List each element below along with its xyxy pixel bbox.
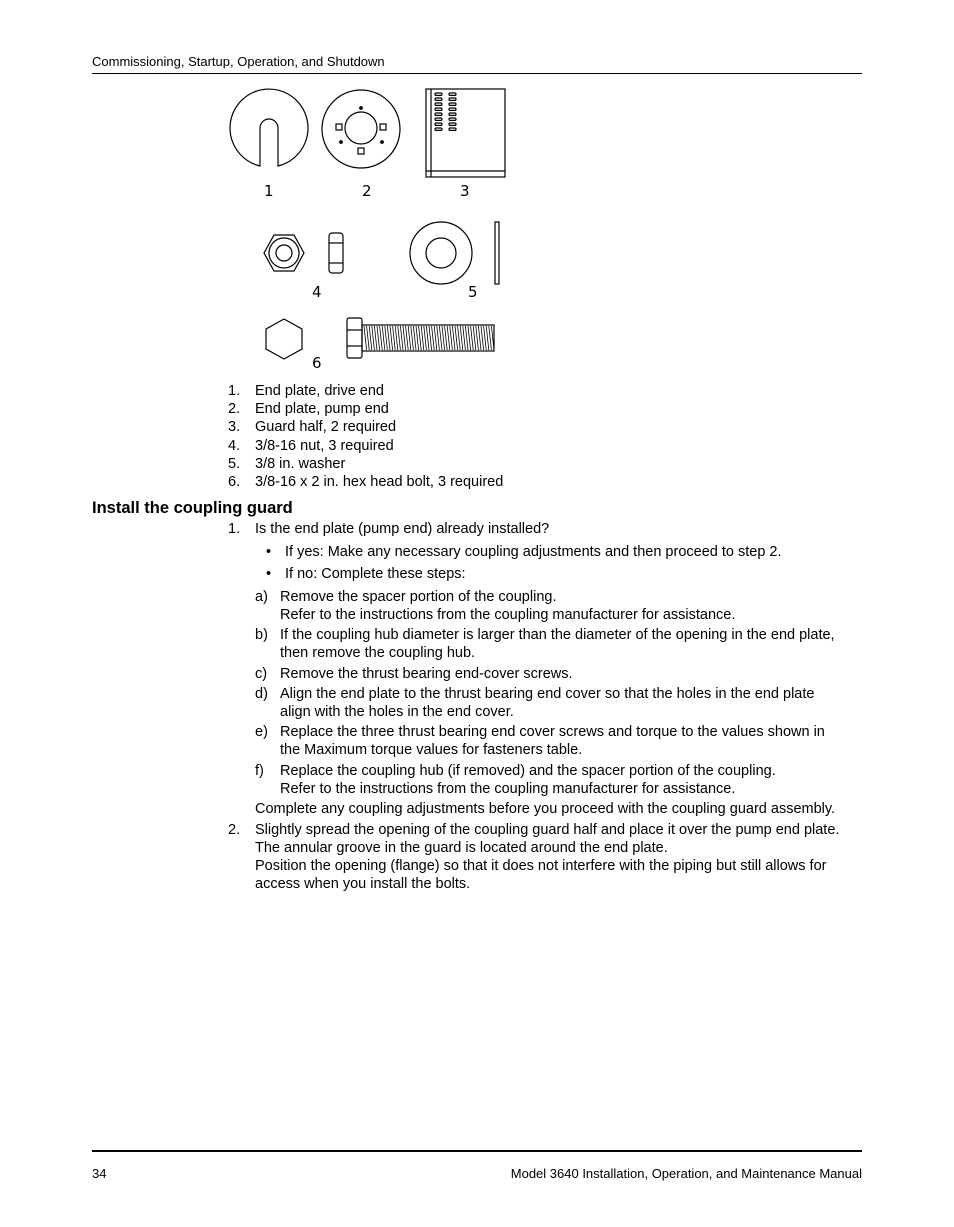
step-2-number: 2.	[228, 822, 241, 838]
bullet-icon: •	[266, 566, 272, 582]
step-2-line-1: Slightly spread the opening of the coupling guard half and place it over the pump end plate.	[255, 822, 840, 838]
list-item-text: 3/8 in. washer	[255, 455, 346, 472]
callout-3: 3	[460, 182, 470, 200]
step-2-line-2: The annular groove in the guard is located around the end plate.	[255, 840, 668, 856]
list-item-text: End plate, pump end	[255, 401, 389, 418]
step-2-line-4: access when you install the bolts.	[255, 876, 471, 892]
list-item-number: 1.	[228, 383, 241, 399]
substep-b-line-1: If the coupling hub diameter is larger than the diameter of the opening in the end plate,	[280, 627, 835, 643]
list-item-text: 3/8-16 x 2 in. hex head bolt, 3 required	[255, 473, 504, 490]
substep-e-label: e)	[255, 724, 268, 740]
step-2-line-3: Position the opening (flange) so that it does not interfere with the piping but still allows for	[255, 858, 827, 874]
bullet-icon: •	[266, 544, 272, 560]
step-1-closing: Complete any coupling adjustments before you proceed with the coupling guard assembly.	[255, 801, 836, 817]
substep-c-line-1: Remove the thrust bearing end-cover screws.	[280, 666, 573, 682]
substep-e-line-2: the Maximum torque values for fasteners table.	[280, 742, 583, 758]
hex-head-bolt-drawing	[266, 318, 494, 359]
running-header: Commissioning, Startup, Operation, and Shutdown	[92, 54, 385, 69]
list-item-number: 5.	[228, 455, 241, 472]
list-item-number: 6.	[228, 473, 241, 490]
end-plate-drive-end-drawing	[230, 89, 308, 166]
callout-4: 4	[312, 283, 322, 301]
substep-a-line-2: Refer to the instructions from the coupling manufacturer for assistance.	[280, 607, 736, 623]
list-item	[228, 455, 503, 473]
end-plate-pump-end-drawing	[322, 90, 400, 168]
substep-b-line-2: then remove the coupling hub.	[280, 645, 476, 661]
substep-f-line-2: Refer to the instructions from the coupling manufacturer for assistance.	[280, 781, 736, 797]
list-item	[228, 400, 503, 418]
nut-drawing	[264, 233, 343, 273]
step-1-number: 1.	[228, 521, 241, 537]
page-number: 34	[92, 1166, 107, 1181]
list-item	[228, 437, 503, 455]
header-rule	[92, 73, 862, 74]
substep-a-line-1: Remove the spacer portion of the coupling.	[280, 589, 557, 605]
section-heading: Install the coupling guard	[92, 499, 293, 517]
substep-a-label: a)	[255, 589, 268, 605]
guard-half-drawing	[426, 89, 505, 177]
step-1-text: Is the end plate (pump end) already installed?	[255, 521, 550, 537]
list-item-text: 3/8-16 nut, 3 required	[255, 437, 394, 454]
list-item-number: 4.	[228, 437, 241, 454]
substep-d-line-1: Align the end plate to the thrust bearing end cover so that the holes in the end plate	[280, 686, 815, 702]
list-item-text: Guard half, 2 required	[255, 419, 397, 436]
substep-d-label: d)	[255, 686, 268, 702]
list-item-number: 3.	[228, 419, 241, 436]
list-item	[228, 418, 503, 436]
footer-rule	[92, 1150, 862, 1152]
bullet-yes: If yes: Make any necessary coupling adjustments and then proceed to step 2.	[285, 544, 782, 560]
washer-drawing	[410, 222, 499, 284]
list-item	[228, 473, 503, 491]
bullet-no: If no: Complete these steps:	[285, 566, 466, 582]
substep-c-label: c)	[255, 666, 268, 682]
coupling-guard-parts-figure	[220, 82, 520, 382]
substep-f-label: f)	[255, 763, 264, 779]
substep-e-line-1: Replace the three thrust bearing end cover screws and torque to the values shown in	[280, 724, 825, 740]
callout-1: 1	[264, 182, 274, 200]
manual-title: Model 3640 Installation, Operation, and Maintenance Manual	[510, 1166, 862, 1181]
list-item-number: 2.	[228, 401, 241, 418]
parts-list	[228, 382, 503, 491]
list-item	[228, 382, 503, 400]
substep-b-label: b)	[255, 627, 268, 643]
callout-6: 6	[312, 354, 322, 372]
substep-d-line-2: align with the holes in the end cover.	[280, 704, 514, 720]
list-item-text: End plate, drive end	[255, 383, 384, 399]
callout-5: 5	[468, 283, 478, 301]
substep-f-line-1: Replace the coupling hub (if removed) and the spacer portion of the coupling.	[280, 763, 776, 779]
callout-2: 2	[362, 182, 372, 200]
